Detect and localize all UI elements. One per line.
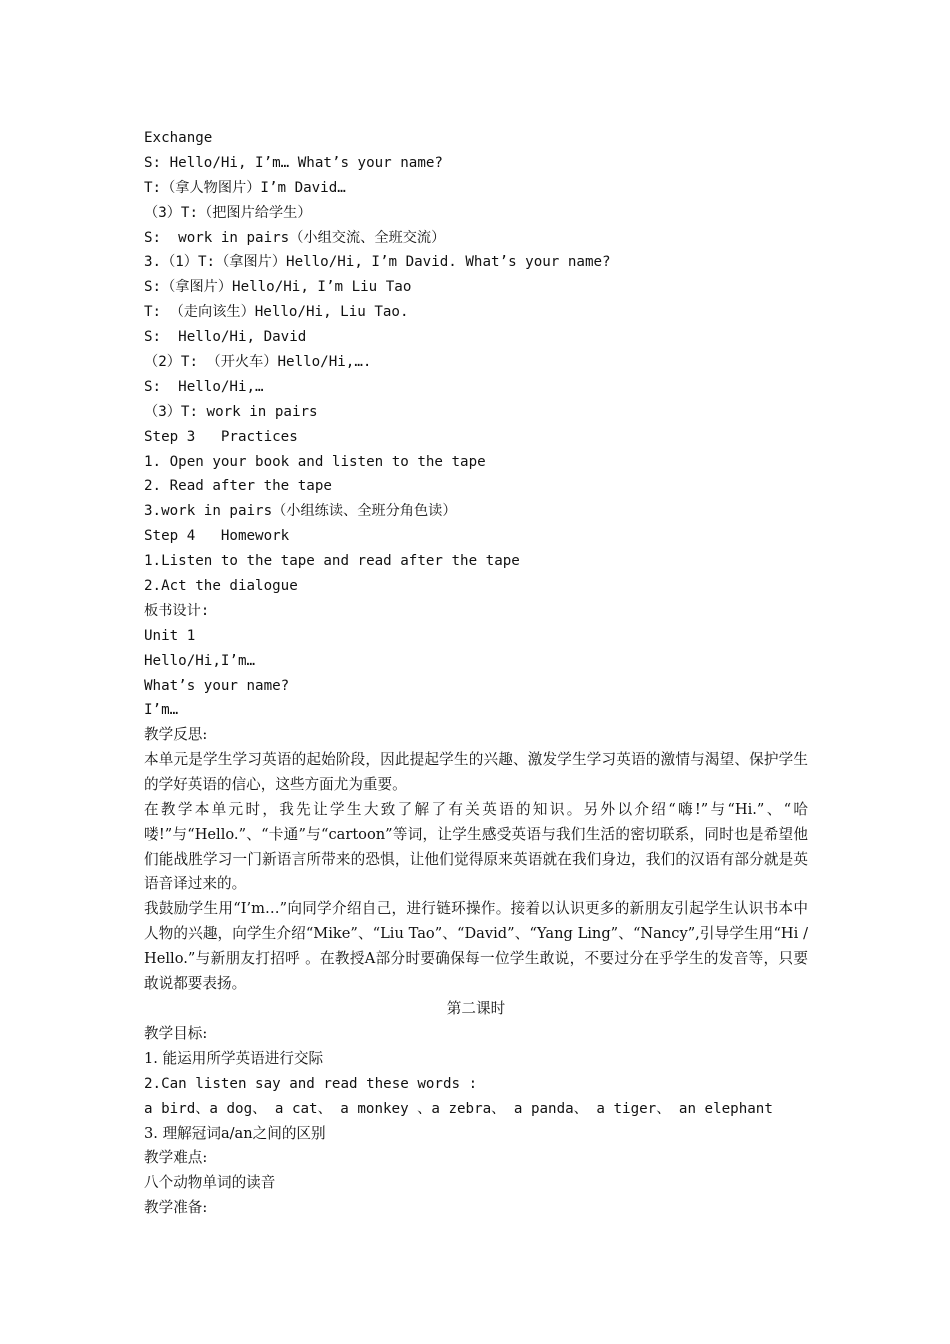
paragraph: 本单元是学生学习英语的起始阶段，因此提起学生的兴趣、激发学生学习英语的激情与渴望、保护学生的学好英语的信心，这些方面尤为重要。 bbox=[144, 750, 808, 793]
goal-item: 2.Can listen say and read these words : bbox=[144, 1075, 478, 1092]
paragraph: 八个动物单词的读音 bbox=[144, 1174, 276, 1192]
text-line: （2）T: （开火车）Hello/Hi,…. bbox=[144, 354, 372, 371]
text-line: 1.Listen to the tape and read after the tape bbox=[144, 553, 520, 570]
goal-item: 3. 理解冠词a/an之间的区别 bbox=[144, 1124, 326, 1142]
text-line: S: Hello/Hi,… bbox=[144, 378, 264, 395]
reflection-section bbox=[144, 723, 808, 1221]
text-line: 2. Read after the tape bbox=[144, 478, 332, 495]
text-line: S:（拿图片）Hello/Hi, I’m Liu Tao bbox=[144, 279, 412, 296]
step-heading: Step 3 Practices bbox=[144, 428, 298, 445]
section-heading: 教学难点: bbox=[144, 1149, 208, 1167]
text-line: Unit 1 bbox=[144, 627, 196, 644]
text-line: S: Hello/Hi, I’m… What’s your name? bbox=[144, 154, 443, 171]
text-line: T:（拿人物图片）I’m David… bbox=[144, 179, 346, 196]
goal-item: 1. 能运用所学英语进行交际 bbox=[144, 1049, 324, 1067]
section-heading: 板书设计: bbox=[144, 602, 210, 619]
text-line: T: （走向该生）Hello/Hi, Liu Tao. bbox=[144, 304, 409, 321]
section-heading: 教学目标: bbox=[144, 1024, 208, 1042]
text-line: Hello/Hi,I’m… bbox=[144, 652, 256, 669]
step-heading: Step 4 Homework bbox=[144, 528, 290, 545]
text-line: S: work in pairs（小组交流、全班交流） bbox=[144, 229, 446, 246]
text-line: 2.Act the dialogue bbox=[144, 578, 298, 595]
text-line: （3）T: work in pairs bbox=[144, 403, 318, 420]
text-line: S: Hello/Hi, David bbox=[144, 329, 307, 346]
words-line: a bird、a dog、 a cat、 a monkey 、a zebra、 a panda、 a tiger、 an elephant bbox=[144, 1100, 773, 1117]
section-heading: 教学准备: bbox=[144, 1199, 208, 1217]
text-line: I’m… bbox=[144, 702, 179, 719]
paragraph: 我鼓励学生用“I’m…”向同学介绍自己，进行链环操作。接着以认识更多的新朋友引起学生认识书本中人物的兴趣，向学生介绍“Mike”、“Liu Tao”、“David”、“Yang Ling”、“Nancy”,引导学生用“Hi / Hello.”与新朋友打招呼 。在教授A部分时要确保每一位学生敢说，不要过分在乎学生的发音等，只要敢说都要表扬。 bbox=[144, 900, 808, 993]
lesson-title: 第二课时 bbox=[446, 999, 506, 1017]
text-line: 3.（1）T:（拿图片）Hello/Hi, I’m David. What’s your name? bbox=[144, 254, 611, 271]
section-heading: 教学反思: bbox=[144, 726, 208, 743]
text-line: 3.work in pairs（小组练读、全班分角色读） bbox=[144, 503, 457, 520]
text-line: 1. Open your book and listen to the tape bbox=[144, 453, 486, 470]
text-line: （3）T:（把图片给学生） bbox=[144, 204, 312, 221]
lesson-lines bbox=[144, 126, 808, 723]
text-line: Exchange bbox=[144, 130, 213, 146]
paragraph: 在教学本单元时，我先让学生大致了解了有关英语的知识。另外以介绍“嗨!”与“Hi.”、“哈喽!”与“Hello.”、“卡通”与“cartoon”等词，让学生感受英语与我们生活的密切联系，同时也是希望他们能战胜学习一门新语言所带来的恐惧，让他们觉得原来英语就在我们身边，我们的汉语有部分就是英语音译过来的。 bbox=[144, 800, 808, 893]
text-line: What’s your name? bbox=[144, 677, 290, 694]
